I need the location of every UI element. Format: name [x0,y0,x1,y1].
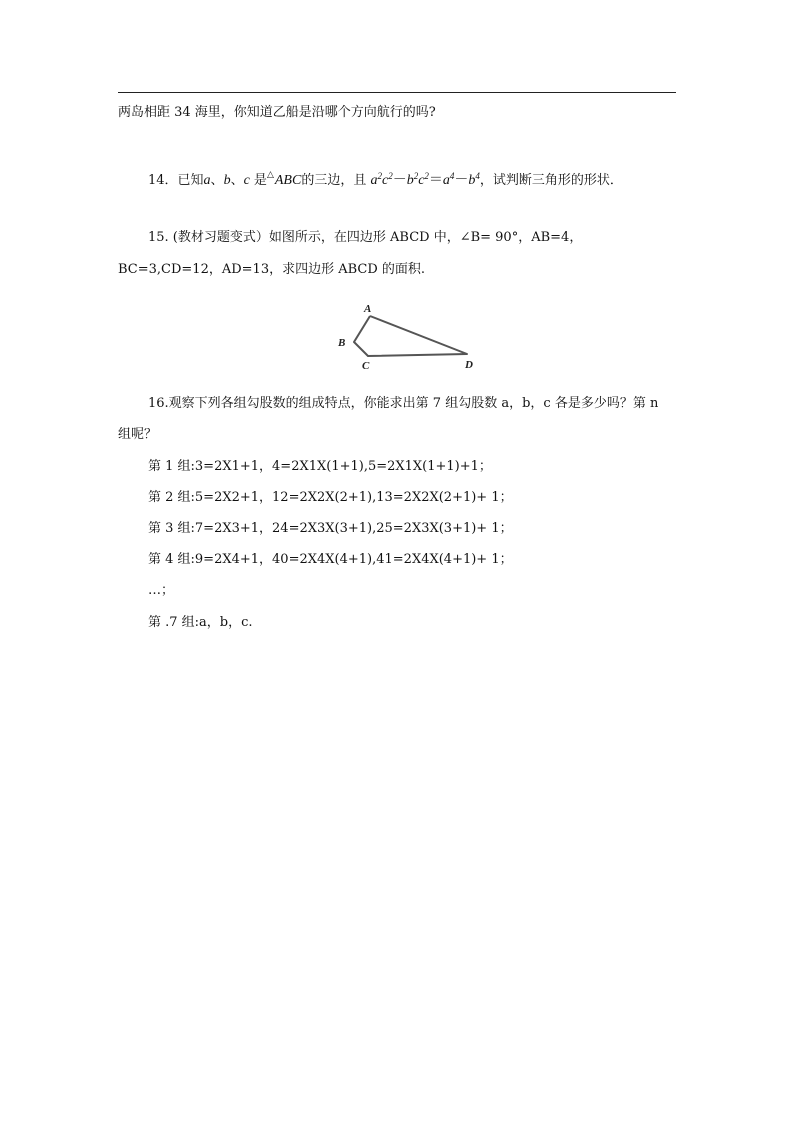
minus-sign: － [392,173,407,188]
vertex-label-a: A [364,303,372,315]
q16-line-1: 16.观察下列各组勾股数的组成特点，你能求出第 7 组勾股数 a，b，c 各是多少吗？第 n [148,396,659,411]
q16-line-2: 组呢？ [118,427,158,442]
quadrilateral-outline [354,316,467,356]
triangle-symbol: △ [266,170,274,180]
var-c: c [243,173,250,188]
var-a: a [203,173,211,188]
exponent: 2 [377,171,382,181]
header-rule [118,92,676,93]
term-base: b [406,173,414,188]
term-base: b [468,173,476,188]
equation [370,173,479,188]
q14-prefix: 14．已知 [148,173,204,188]
exponent: 4 [475,171,480,181]
ellipsis-line: …； [148,583,175,598]
term-base: c [381,173,389,188]
question-14 [148,166,623,190]
q15-line-2: BC=3,CD=12，AD=13，求四边形 ABCD 的面积. [118,262,426,277]
q15-line-1: 15. (教材习题变式）如图所示，在四边形 ABCD 中，∠B= 90°，AB=4， [148,230,583,245]
q14-is: 是 [249,173,267,188]
exponent: 2 [424,171,429,181]
q14-suffix: ，试判断三角形的形状． [479,173,623,188]
group-line-1: 第 1 组:3=2X1+1，4=2X1X(1+1),5=2X1X(1+1)+1； [148,459,492,474]
var-b: b [223,173,231,188]
exponent: 4 [449,171,455,181]
triangle-name: ABC [274,173,302,188]
exponent: 2 [413,171,419,181]
vertex-label-c: C [362,360,370,372]
term-base: a [442,173,450,188]
separator: 、 [230,173,244,188]
q14-middle: 的三边，且 [301,173,367,188]
term-base: a [370,173,378,188]
group-line-3: 第 3 组:7=2X3+1，24=2X3X(3+1),25=2X3X(3+1)+ 1； [148,521,513,536]
equals-sign: ＝ [428,173,443,188]
quadrilateral-figure [332,300,482,372]
intro-line: 两岛相距 34 海里，你知道乙船是沿哪个方向航行的吗? [118,105,436,120]
group-line-2: 第 2 组:5=2X2+1，12=2X2X(2+1),13=2X2X(2+1)+ 1； [148,490,513,505]
minus-sign: － [454,173,469,188]
vertex-label-d: D [465,359,473,371]
separator: 、 [210,173,224,188]
group-line-7: 第 .7 组:a，b，c. [148,615,253,630]
term-base: c [418,173,425,188]
exponent: 2 [388,171,393,181]
vertex-label-b: B [338,337,346,349]
group-line-4: 第 4 组:9=2X4+1，40=2X4X(4+1),41=2X4X(4+1)+ 1； [148,552,513,567]
